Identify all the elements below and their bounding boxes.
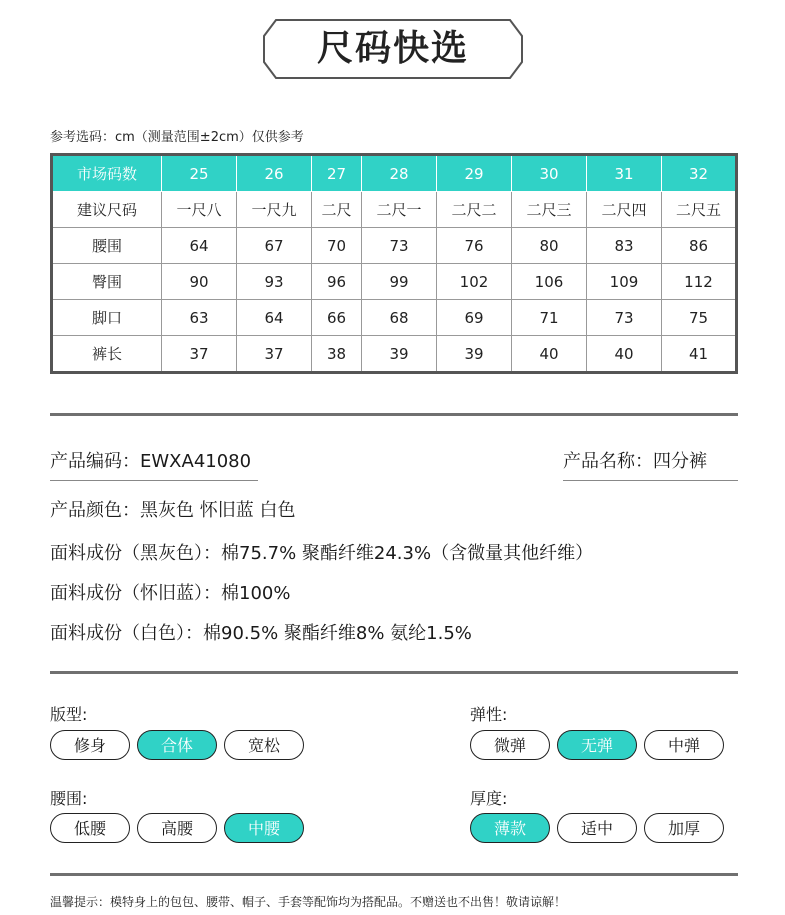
- table-row: [52, 264, 737, 300]
- table-header-cell: 28: [362, 155, 437, 192]
- table-row: [52, 300, 737, 336]
- table-cell: 38: [312, 336, 362, 373]
- table-header-cell: 30: [512, 155, 587, 192]
- thickness-option-thin[interactable]: 薄款: [470, 813, 550, 843]
- table-cell: 63: [162, 300, 237, 336]
- table-cell: 69: [437, 300, 512, 336]
- fit-label: 版型:: [50, 705, 88, 724]
- table-cell: 脚口: [52, 300, 162, 336]
- thickness-option-thick[interactable]: 加厚: [644, 813, 724, 843]
- table-cell: 96: [312, 264, 362, 300]
- elasticity-option-none[interactable]: 无弹: [557, 730, 637, 760]
- elasticity-option-medium[interactable]: 中弹: [644, 730, 724, 760]
- thickness-label: 厚度:: [470, 789, 508, 808]
- table-cell: 一尺八: [162, 192, 237, 228]
- table-cell: 二尺: [312, 192, 362, 228]
- footer-note: 温馨提示：模特身上的包包、腰带、帽子、手套等配饰均为搭配品。不赠送也不出售！敬请谅解！: [50, 895, 567, 909]
- fit-option-slim[interactable]: 修身: [50, 730, 130, 760]
- table-cell: 二尺四: [587, 192, 662, 228]
- table-header-cell: 25: [162, 155, 237, 192]
- table-cell: 39: [362, 336, 437, 373]
- table-row: [52, 336, 737, 373]
- table-cell: 80: [512, 228, 587, 264]
- table-cell: 二尺二: [437, 192, 512, 228]
- table-cell: 37: [237, 336, 312, 373]
- thickness-option-medium[interactable]: 适中: [557, 813, 637, 843]
- table-cell: 106: [512, 264, 587, 300]
- table-cell: 40: [512, 336, 587, 373]
- table-cell: 90: [162, 264, 237, 300]
- product-name: 产品名称：四分裤: [563, 447, 738, 481]
- waist-option-high[interactable]: 高腰: [137, 813, 217, 843]
- table-cell: 40: [587, 336, 662, 373]
- table-cell: 86: [662, 228, 737, 264]
- table-cell: 71: [512, 300, 587, 336]
- table-cell: 109: [587, 264, 662, 300]
- table-cell: 臀围: [52, 264, 162, 300]
- table-cell: 腰围: [52, 228, 162, 264]
- table-cell: 二尺三: [512, 192, 587, 228]
- table-cell: 70: [312, 228, 362, 264]
- table-cell: 64: [237, 300, 312, 336]
- size-table: [50, 153, 738, 374]
- table-cell: 93: [237, 264, 312, 300]
- waist-label: 腰围:: [50, 789, 88, 808]
- table-cell: 41: [662, 336, 737, 373]
- table-cell: 39: [437, 336, 512, 373]
- table-cell: 64: [162, 228, 237, 264]
- fit-option-loose[interactable]: 宽松: [224, 730, 304, 760]
- table-cell: 建议尺码: [52, 192, 162, 228]
- product-colors: 产品颜色：黑灰色 怀旧蓝 白色: [50, 500, 296, 521]
- section-divider: [50, 873, 738, 876]
- elasticity-option-slight[interactable]: 微弹: [470, 730, 550, 760]
- waist-option-mid[interactable]: 中腰: [224, 813, 304, 843]
- table-cell: 73: [362, 228, 437, 264]
- waist-option-low[interactable]: 低腰: [50, 813, 130, 843]
- fabric-composition-black-gray: 面料成份（黑灰色）：棉75.7% 聚酯纤维24.3%（含微量其他纤维）: [50, 543, 594, 564]
- section-divider: [50, 671, 738, 674]
- product-code: 产品编码：EWXA41080: [50, 447, 258, 481]
- table-cell: 76: [437, 228, 512, 264]
- table-header-cell: 32: [662, 155, 737, 192]
- table-cell: 83: [587, 228, 662, 264]
- fit-option-regular[interactable]: 合体: [137, 730, 217, 760]
- table-cell: 37: [162, 336, 237, 373]
- table-cell: 一尺九: [237, 192, 312, 228]
- reference-note: 参考选码：cm（测量范围±2cm）仅供参考: [50, 130, 304, 145]
- table-header-row: [52, 155, 737, 192]
- elasticity-label: 弹性:: [470, 705, 508, 724]
- fabric-composition-vintage-blue: 面料成份（怀旧蓝）：棉100%: [50, 583, 291, 604]
- table-header-cell: 26: [237, 155, 312, 192]
- table-row: [52, 228, 737, 264]
- table-cell: 裤长: [52, 336, 162, 373]
- table-cell: 二尺五: [662, 192, 737, 228]
- table-cell: 102: [437, 264, 512, 300]
- title-banner: [262, 18, 524, 80]
- table-header-cell: 27: [312, 155, 362, 192]
- table-header-cell: 31: [587, 155, 662, 192]
- table-header-cell: 市场码数: [52, 155, 162, 192]
- page-title: 尺码快选: [316, 28, 469, 69]
- table-cell: 73: [587, 300, 662, 336]
- section-divider: [50, 413, 738, 416]
- table-row: [52, 192, 737, 228]
- table-cell: 112: [662, 264, 737, 300]
- table-cell: 99: [362, 264, 437, 300]
- table-cell: 75: [662, 300, 737, 336]
- table-cell: 67: [237, 228, 312, 264]
- table-cell: 68: [362, 300, 437, 336]
- fabric-composition-white: 面料成份（白色）：棉90.5% 聚酯纤维8% 氨纶1.5%: [50, 623, 472, 644]
- table-header-cell: 29: [437, 155, 512, 192]
- table-cell: 二尺一: [362, 192, 437, 228]
- table-cell: 66: [312, 300, 362, 336]
